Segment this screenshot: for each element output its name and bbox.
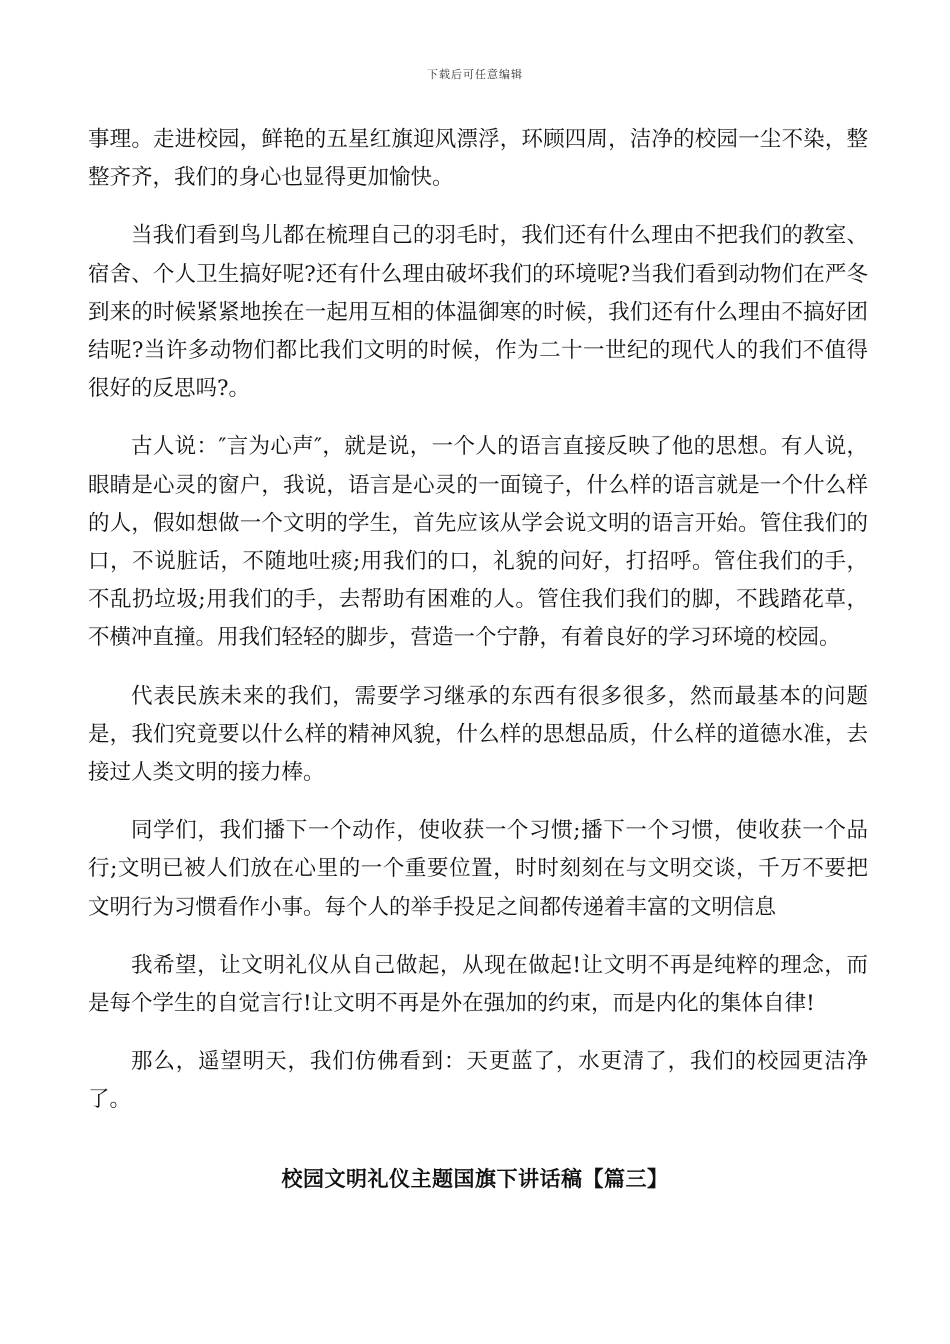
- paragraph: 当我们看到鸟儿都在梳理自己的羽毛时，我们还有什么理由不把我们的教室、宿舍、个人卫生搞好呢?还有什么理由破坏我们的环境呢?当我们看到动物们在严冬到来的时候紧紧地挨在一起用互相的体温御寒的时候，我们还有什么理由不搞好团结呢?当许多动物们都比我们文明的时候，作为二十一世纪的现代人的我们不值得很好的反思吗?。: [88, 223, 868, 402]
- header-note: 下载后可任意编辑: [427, 68, 523, 81]
- paragraph: 古人说：″言为心声″，就是说，一个人的语言直接反映了他的思想。有人说，眼睛是心灵的窗户，我说，语言是心灵的一面镜子，什么样的语言就是一个什么样的人，假如想做一个文明的学生，首先应该从学会说文明的语言开始。管住我们的口，不说脏话，不随地吐痰;用我们的口，礼貌的问好，打招呼。管住我们的手，不乱扔垃圾;用我们的手，去帮助有困难的人。管住我们我们的脚，不践踏花草，不横冲直撞。用我们轻轻的脚步，营造一个宁静，有着良好的学习环境的校园。: [88, 434, 868, 651]
- document-body: [88, 121, 868, 1140]
- paragraph: 我希望，让文明礼仪从自己做起，从现在做起!让文明不再是纯粹的理念，而是每个学生的自觉言行!让文明不再是外在强加的约束，而是内化的集体自律!: [88, 952, 868, 1017]
- paragraph: 代表民族未来的我们，需要学习继承的东西有很多很多，然而最基本的问题是，我们究竟要以什么样的精神风貌，什么样的思想品质，什么样的道德水准，去接过人类文明的接力棒。: [88, 683, 868, 786]
- paragraph: 同学们，我们播下一个动作，使收获一个习惯;播下一个习惯，使收获一个品行;文明已被人们放在心里的一个重要位置，时时刻刻在与文明交谈，千万不要把文明行为习惯看作小事。每个人的举手投足之间都传递着丰富的文明信息: [88, 818, 868, 920]
- section-title: 校园文明礼仪主题国旗下讲话稿【篇三】: [281, 1167, 669, 1191]
- paragraph: 那么，遥望明天，我们仿佛看到：天更蓝了，水更清了，我们的校园更洁净了。: [88, 1049, 868, 1113]
- paragraph-continued: 事理。走进校园，鲜艳的五星红旗迎风漂浮，环顾四周，洁净的校园一尘不染，整整齐齐，我们的身心也显得更加愉快。: [88, 127, 868, 191]
